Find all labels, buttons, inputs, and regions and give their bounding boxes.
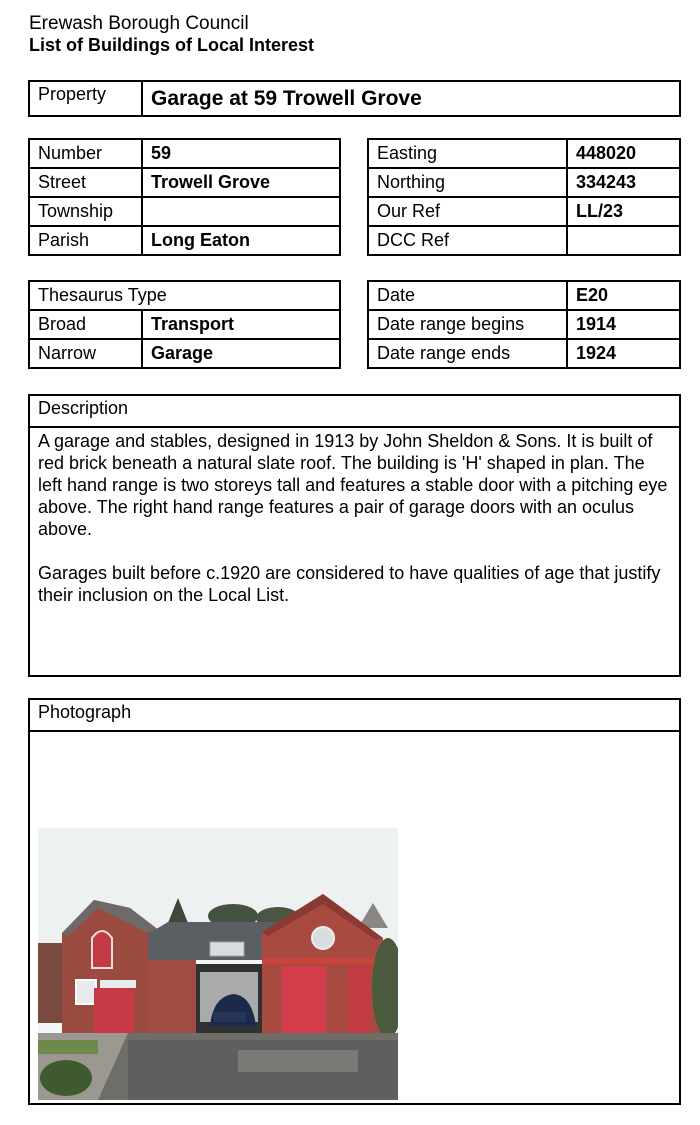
date-value: 1914	[567, 310, 680, 339]
date-value: 1924	[567, 339, 680, 368]
photograph-title: Photograph	[30, 700, 679, 732]
property-table	[28, 80, 681, 117]
address-row	[29, 226, 340, 255]
thesaurus-row	[29, 339, 340, 368]
list-title: List of Buildings of Local Interest	[29, 35, 315, 55]
thesaurus-row	[29, 310, 340, 339]
grid-ref-value: LL/23	[567, 197, 680, 226]
building-photo	[38, 828, 398, 1105]
grid-ref-table	[367, 138, 681, 256]
address-label: Street	[29, 168, 142, 197]
address-label: Parish	[29, 226, 142, 255]
grid-ref-label: DCC Ref	[368, 226, 567, 255]
thesaurus-value: Transport	[142, 310, 340, 339]
grid-ref-row	[368, 197, 680, 226]
grid-ref-value	[567, 226, 680, 255]
date-label: Date range ends	[368, 339, 567, 368]
address-label: Township	[29, 197, 142, 226]
grid-ref-label: Northing	[368, 168, 567, 197]
description-box	[28, 394, 681, 677]
address-label: Number	[29, 139, 142, 168]
address-row	[29, 197, 340, 226]
grid-ref-row	[368, 226, 680, 255]
grid-ref-value: 448020	[567, 139, 680, 168]
date-label: Date	[368, 281, 567, 310]
address-value: Long Eaton	[142, 226, 340, 255]
address-row	[29, 168, 340, 197]
address-table	[28, 138, 341, 256]
description-title: Description	[30, 396, 679, 428]
description-paragraph: A garage and stables, designed in 1913 by John Sheldon & Sons. It is built of red brick beneath a natural slate roof. The building is 'H' shaped in plan. The left hand range is two storeys tall and features a stable door with a pitching eye above. The right hand range features a pair of garage doors with an oculus above.	[38, 431, 668, 539]
description-body	[30, 428, 679, 606]
date-row	[368, 281, 680, 310]
description-paragraph: Garages built before c.1920 are considered to have qualities of age that justify their inclusion on the Local List.	[38, 563, 661, 605]
thesaurus-label: Narrow	[29, 339, 142, 368]
property-value: Garage at 59 Trowell Grove	[142, 81, 680, 116]
grid-ref-value: 334243	[567, 168, 680, 197]
date-label: Date range begins	[368, 310, 567, 339]
date-row	[368, 339, 680, 368]
thesaurus-title: Thesaurus Type	[29, 281, 340, 310]
dates-table	[367, 280, 681, 369]
thesaurus-table	[28, 280, 341, 369]
address-value: Trowell Grove	[142, 168, 340, 197]
address-row	[29, 139, 340, 168]
date-row	[368, 310, 680, 339]
photograph-box	[28, 698, 681, 1105]
grid-ref-row	[368, 139, 680, 168]
grid-ref-row	[368, 168, 680, 197]
date-value: E20	[567, 281, 680, 310]
thesaurus-value: Garage	[142, 339, 340, 368]
grid-ref-label: Our Ref	[368, 197, 567, 226]
address-value: 59	[142, 139, 340, 168]
council-name: Erewash Borough Council	[29, 13, 249, 34]
grid-ref-label: Easting	[368, 139, 567, 168]
property-label: Property	[29, 81, 142, 116]
address-value	[142, 197, 340, 226]
thesaurus-label: Broad	[29, 310, 142, 339]
